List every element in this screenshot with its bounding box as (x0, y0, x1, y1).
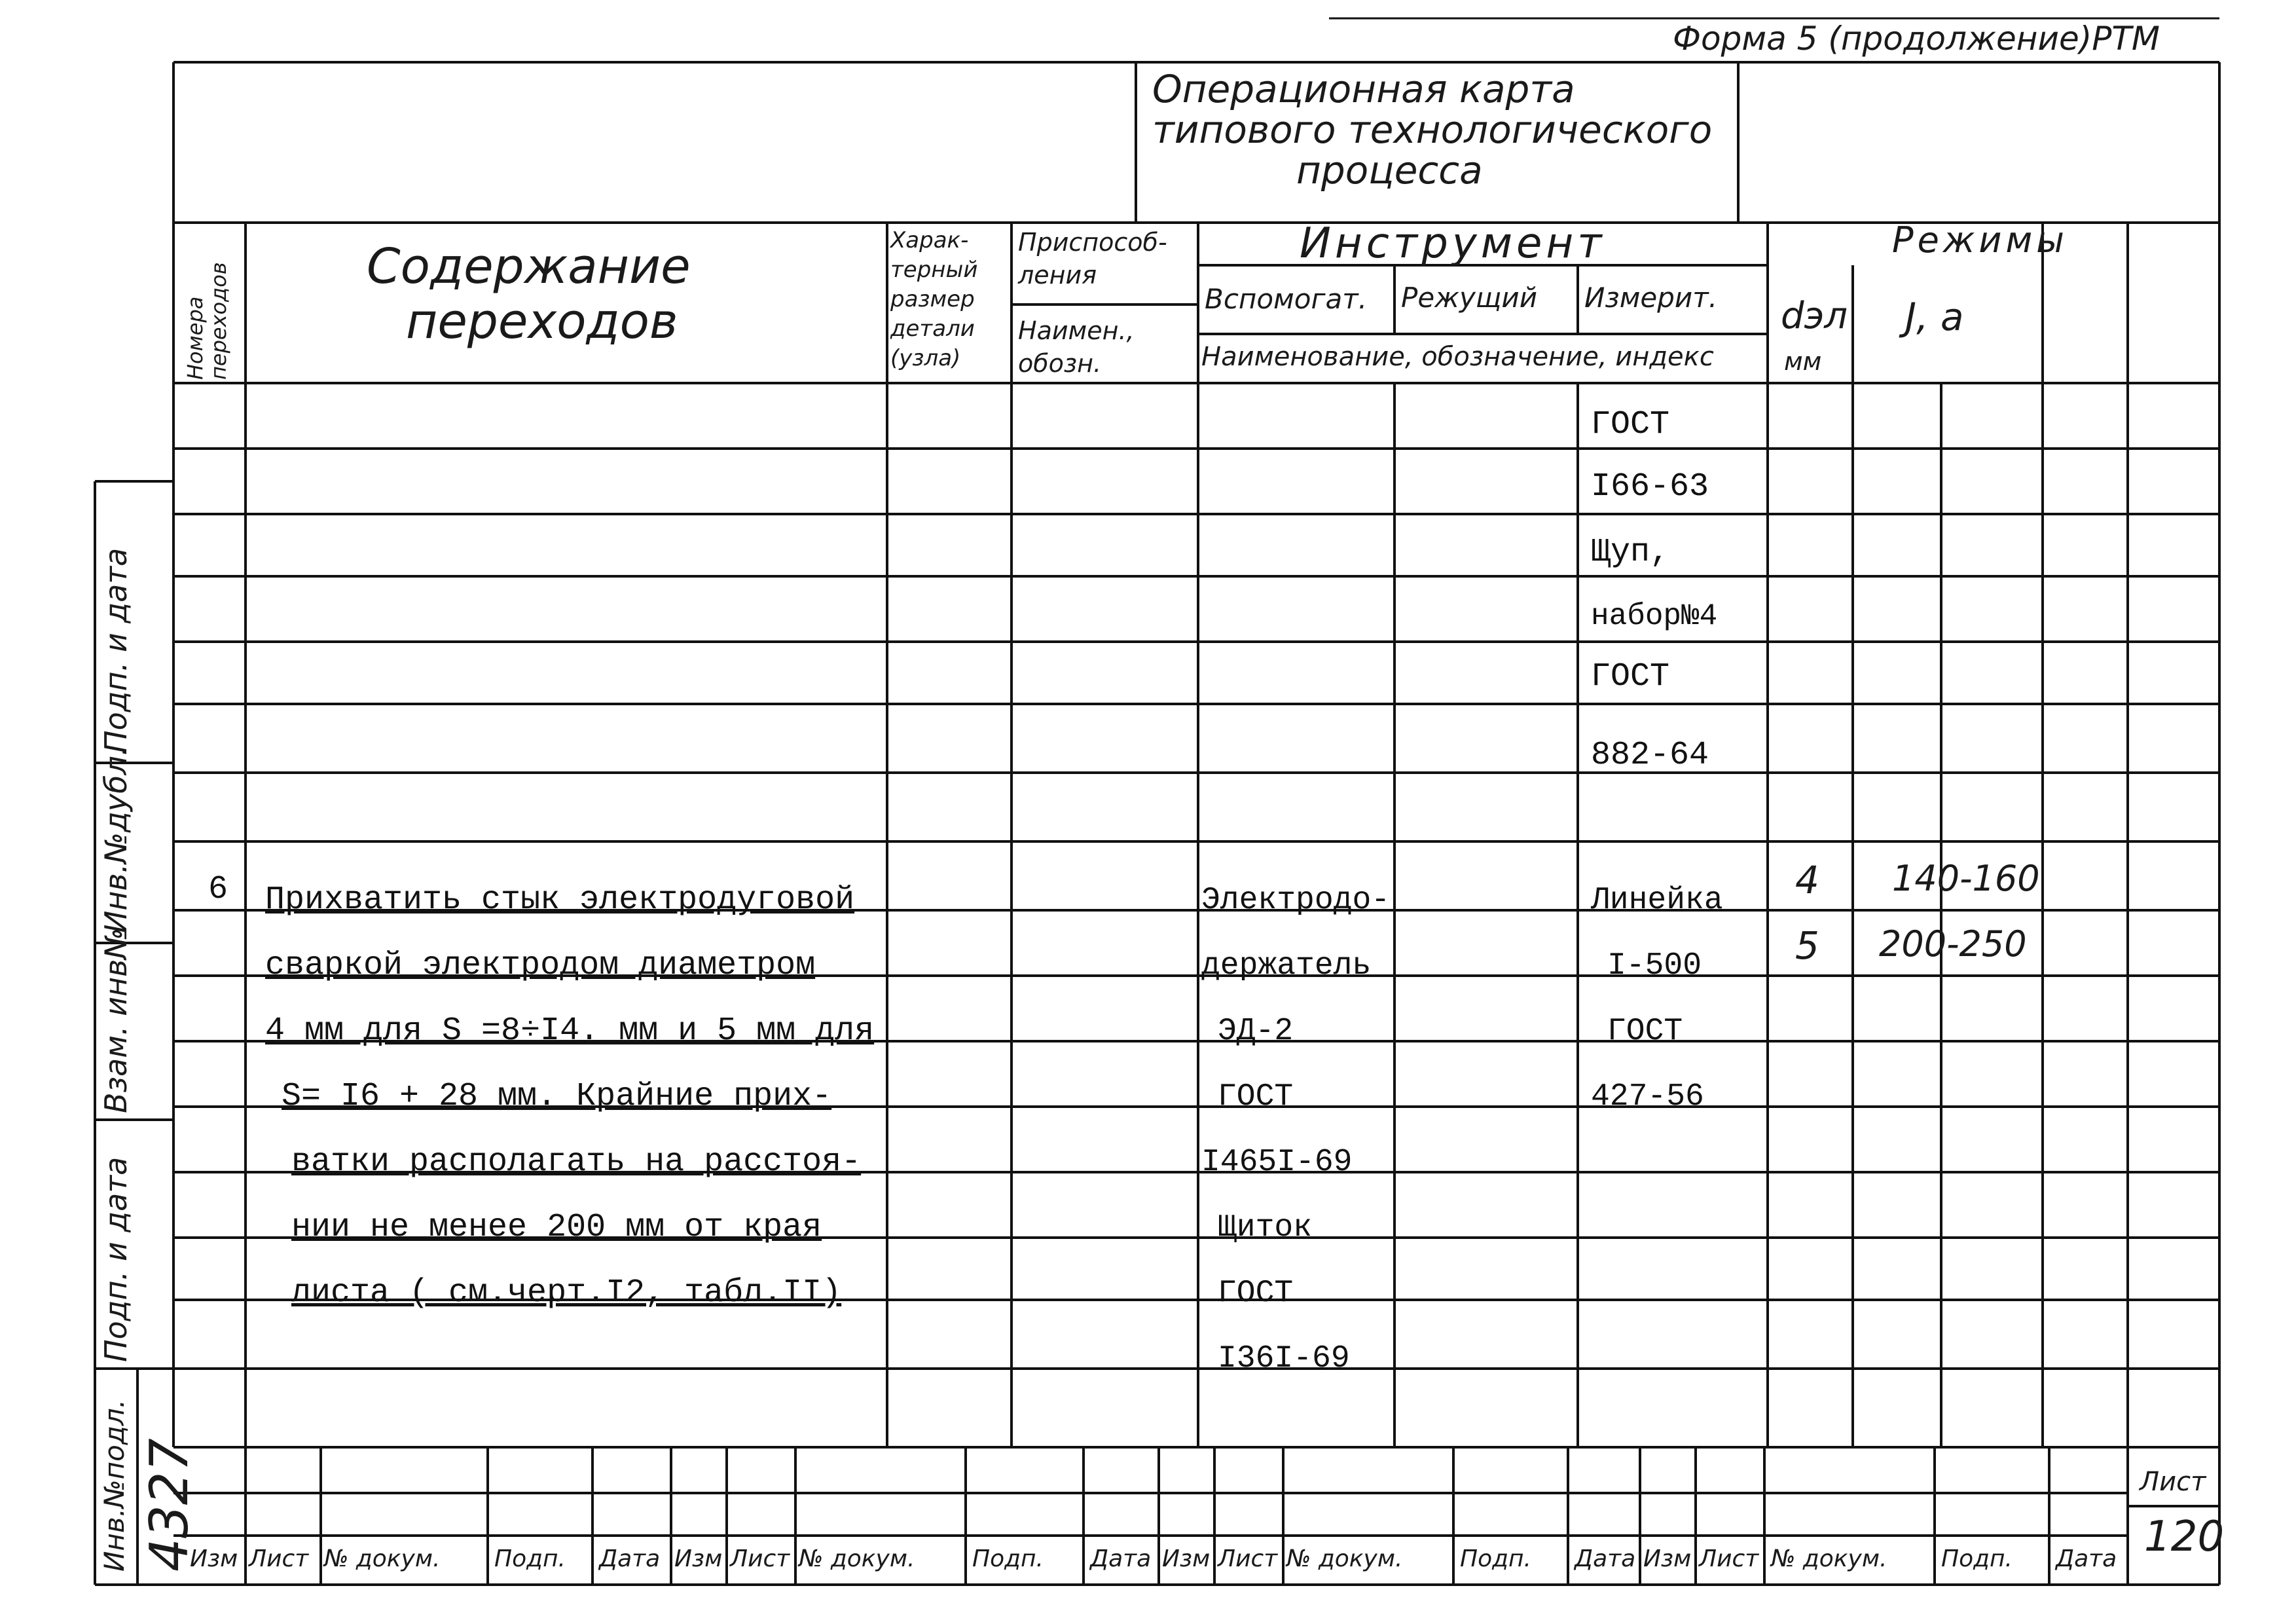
measure-tool-line: Линейка (1591, 883, 1723, 918)
footer-cell: № докум. (1286, 1545, 1403, 1572)
footer-cell: Лист (730, 1545, 790, 1572)
step-content-line: сваркой электродом диаметром (265, 947, 816, 984)
char-size-line: Харак- (890, 227, 969, 253)
footer-cell: Подп. (1941, 1545, 2013, 1572)
content-header-line: Содержание (367, 238, 691, 295)
inventory-number: 4327 (139, 1438, 200, 1572)
footer-cell: № докум. (1771, 1545, 1887, 1572)
col-header-char-size (890, 226, 977, 373)
col-header-instrument: Инструмент (1300, 219, 1606, 268)
col-header-cutting: Режущий (1401, 282, 1538, 314)
col-header-fixtures-sub (1018, 314, 1135, 380)
col-header-measure: Измерит. (1584, 282, 1718, 314)
fixtures-line: ления (1018, 261, 1097, 289)
sheet-number: 120 (2144, 1513, 2225, 1561)
step-content-line: Прихватить стык электродуговой (265, 881, 855, 919)
step-aux-tools (1201, 868, 1390, 1392)
measure-entry: ГОСТ (1591, 658, 1670, 695)
measure-entry: ГОСТ (1591, 406, 1670, 443)
col-header-number: Номера переходов (183, 262, 231, 380)
aux-tool-line: ГОСТ (1218, 1276, 1294, 1311)
document-title (1152, 69, 1728, 191)
step-content-line: S= I6 + 28 мм. Крайние прих- (282, 1078, 832, 1115)
aux-tool-line: I36I-69 (1218, 1341, 1350, 1376)
step-measure-tools (1591, 868, 1723, 1130)
title-line: Операционная карта (1152, 67, 1575, 111)
footer-cell: Лист (249, 1545, 309, 1572)
col-header-d-el: dэл (1781, 295, 1848, 337)
measure-entry: I66-63 (1591, 468, 1709, 506)
aux-tool-line: держатель (1201, 948, 1372, 984)
electrode-diameter: 5 (1795, 923, 1819, 968)
measure-tool-line: I-500 (1607, 948, 1702, 984)
aux-tool-line: Щиток (1218, 1210, 1313, 1246)
char-size-line: терный (890, 257, 978, 283)
footer-cell: Подп. (1460, 1545, 1531, 1572)
measure-tool-line: ГОСТ (1607, 1014, 1683, 1049)
welding-current: 140-160 (1892, 858, 2040, 899)
char-size-line: размер (890, 286, 975, 312)
col-header-modes: Режимы (1892, 219, 2068, 261)
fixtures-line: Приспособ- (1018, 228, 1167, 257)
measure-entry: набор№4 (1591, 599, 1718, 633)
sheet-label: Лист (2140, 1467, 2206, 1497)
aux-tool-line: Электродо- (1201, 883, 1391, 918)
measure-tool-line: 427-56 (1591, 1079, 1704, 1115)
char-size-line: детали (890, 316, 975, 342)
electrode-diameter: 4 (1795, 858, 1819, 902)
footer-cell: Лист (1218, 1545, 1278, 1572)
step-content-line: нии не менее 200 мм от края (291, 1209, 822, 1246)
measure-entry: Щуп, (1591, 534, 1670, 571)
col-header-fixtures (1018, 226, 1167, 291)
step-content (265, 868, 874, 1326)
step-content-line: ватки располагать на расстоя- (291, 1143, 862, 1181)
aux-tool-line: ЭД-2 (1218, 1014, 1294, 1049)
footer-cell: № докум. (799, 1545, 915, 1572)
measure-entry: 882-64 (1591, 737, 1709, 774)
footer-cell: Лист (1699, 1545, 1759, 1572)
footer-cell: Дата (2056, 1545, 2117, 1572)
content-header-line: переходов (406, 293, 678, 350)
footer-cell: Изм (190, 1545, 238, 1572)
col-header-d-unit: мм (1784, 347, 1822, 376)
welding-current: 200-250 (1879, 923, 2027, 965)
char-size-line: (узла) (890, 345, 961, 371)
col-header-content (367, 239, 691, 349)
footer-cell: Подп. (972, 1545, 1044, 1572)
side-label-sign-date: Подп. и дата (98, 547, 134, 753)
col-header-instrument-sub: Наименование, обозначение, индекс (1201, 342, 1714, 372)
footer-cell: № докум. (324, 1545, 441, 1572)
footer-cell: Изм (674, 1545, 723, 1572)
col-header-aux: Вспомогат. (1205, 283, 1368, 315)
side-label-sign-date-2: Подп. и дата (98, 1156, 134, 1362)
footer-cell: Дата (1575, 1545, 1636, 1572)
step-number: 6 (208, 871, 228, 908)
title-line: типового технологического (1152, 107, 1713, 152)
footer-cell: Изм (1162, 1545, 1211, 1572)
step-content-line: 4 мм для S =8÷I4. мм и 5 мм для (265, 1012, 875, 1050)
title-line: процесса (1296, 148, 1483, 193)
col-header-current: J, а (1905, 295, 1964, 339)
footer-cell: Изм (1643, 1545, 1692, 1572)
side-label-replace-inv: Взам. инв№ (98, 927, 134, 1113)
side-label-dup-inv: Инв.№дубл. (98, 746, 134, 933)
footer-cell: Дата (599, 1545, 661, 1572)
aux-tool-line: I465I-69 (1201, 1145, 1353, 1180)
form-label: Форма 5 (продолжение)РТМ (1673, 20, 2160, 58)
fixtures-sub-line: обозн. (1018, 349, 1102, 378)
aux-tool-line: ГОСТ (1218, 1079, 1294, 1115)
side-label-orig-inv: Инв.№подл. (98, 1399, 130, 1572)
footer-cell: Дата (1090, 1545, 1152, 1572)
fixtures-sub-line: Наимен., (1018, 316, 1135, 345)
footer-cell: Подп. (494, 1545, 566, 1572)
step-content-line: листа ( см.черт.I2, табл.II) (291, 1274, 842, 1312)
